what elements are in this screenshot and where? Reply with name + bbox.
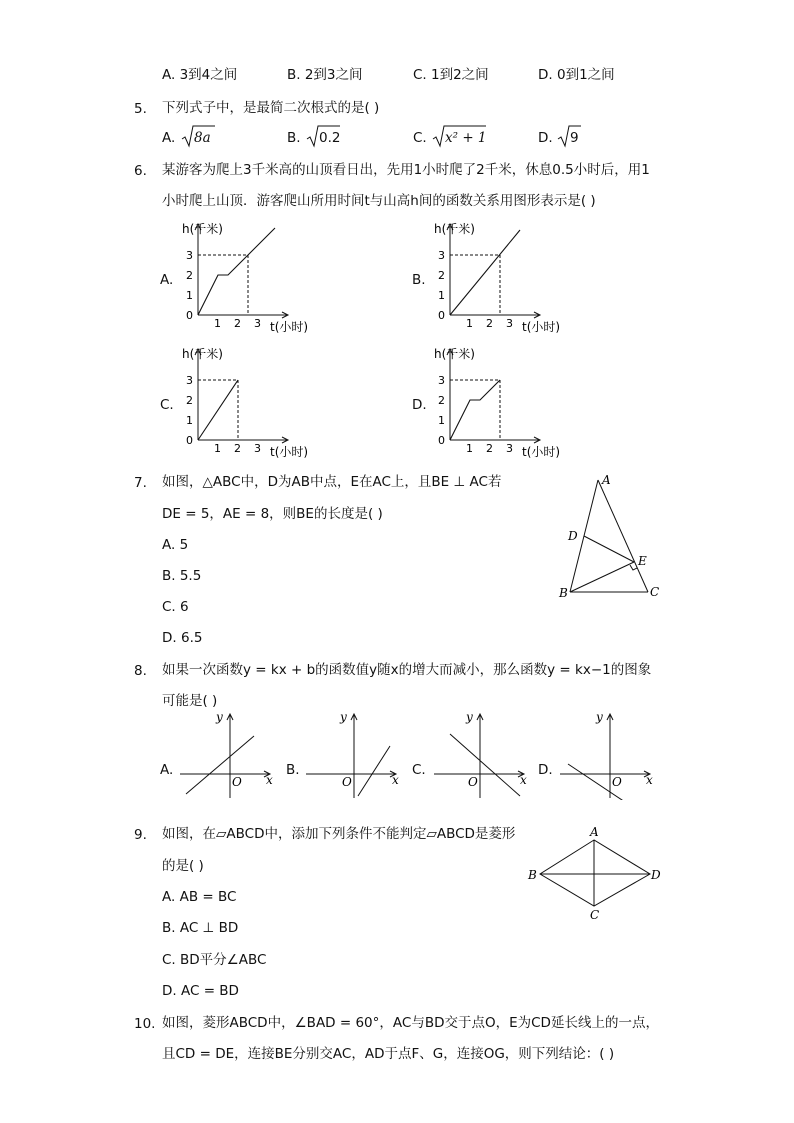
q8-graph-d [556,708,661,800]
x-tick: 1 [214,442,221,455]
q6-label-c: C. [160,397,174,413]
x-axis-label: x [520,773,527,787]
q5-stem: 下列式子中，是最简二次根式的是( ) [162,100,380,116]
q4-option-c: C. 1到2之间 [413,67,489,83]
q6-graph-c [178,345,348,465]
x-tick: 3 [254,317,261,330]
y-axis-label: h(千米) [434,347,475,361]
q5-option-d-radicand: 9 [570,130,579,146]
x-axis-label: x [646,773,653,787]
x-tick: 3 [506,442,513,455]
q6-graph-d [430,345,600,465]
q8-graph-b [302,708,407,800]
y-tick: 1 [186,289,193,302]
y-tick: 0 [438,434,445,447]
q8-label-c: C. [412,762,426,778]
q9-number: 9. [134,827,147,843]
origin-label: O [232,775,242,789]
q6-number: 6. [134,163,147,179]
x-axis-label: t(小时) [270,445,309,459]
q8-label-d: D. [538,762,553,778]
q9-rhombus-figure [524,822,668,922]
origin-label: O [468,775,478,789]
y-tick: 3 [186,374,193,387]
q9-option-d: D. AC = BD [162,983,239,999]
q7-number: 7. [134,475,147,491]
q8-graph-c [430,708,535,800]
x-axis-label: t(小时) [522,445,561,459]
q8-number: 8. [134,663,147,679]
q9-stem-line2: 的是( ) [162,858,204,874]
q7-stem-line2: DE = 5，AE = 8，则BE的长度是( ) [162,506,383,522]
y-tick: 1 [438,414,445,427]
q7-triangle-figure [550,468,670,608]
q8-stem-line2: 可能是( ) [162,693,218,709]
q6-label-b: B. [412,272,426,288]
point-label-b: B [528,868,537,882]
y-axis-label: h(千米) [434,222,475,236]
y-tick: 2 [438,394,445,407]
x-tick: 3 [506,317,513,330]
x-tick: 2 [486,442,493,455]
y-tick: 2 [186,394,193,407]
q6-label-a: A. [160,272,174,288]
q4-option-a: A. 3到4之间 [162,67,238,83]
graph-line [198,380,238,440]
x-tick: 1 [466,317,473,330]
graph-line [358,746,390,796]
q10-stem-line1: 如图，菱形ABCD中，∠BAD = 60°，AC与BD交于点O，E为CD延长线上的一点， [162,1015,659,1031]
q8-graph-a [176,708,281,800]
y-tick: 0 [186,309,193,322]
origin-label: O [612,775,622,789]
y-tick: 1 [186,414,193,427]
q6-stem-line1: 某游客为爬上3千米高的山顶看日出，先用1小时爬了2千米，休息0.5小时后，用1 [162,162,650,178]
x-tick: 1 [214,317,221,330]
x-tick: 1 [466,442,473,455]
y-axis-label: h(千米) [182,222,223,236]
q7-option-c: C. 6 [162,599,189,615]
q4-option-d: D. 0到1之间 [538,67,615,83]
x-tick: 3 [254,442,261,455]
point-label-e: E [638,554,647,568]
y-tick: 0 [186,434,193,447]
graph-line [450,734,520,796]
q6-label-d: D. [412,397,427,413]
x-axis-label: x [392,773,399,787]
y-tick: 2 [186,269,193,282]
q5-option-c-radicand: x² + 1 [445,130,487,146]
q9-option-a: A. AB = BC [162,889,237,905]
origin-label: O [342,775,352,789]
q4-option-b: B. 2到3之间 [287,67,363,83]
point-label-c: C [590,908,600,922]
q7-option-a: A. 5 [162,537,189,553]
graph-line [186,736,254,794]
x-tick: 2 [486,317,493,330]
q9-option-b: B. AC ⊥ BD [162,920,239,936]
x-axis-label: t(小时) [522,320,561,334]
x-axis-label: x [266,773,273,787]
q8-label-a: A. [160,762,174,778]
q7-option-d: D. 6.5 [162,630,203,646]
y-tick: 2 [438,269,445,282]
q10-stem-line2: 且CD = DE，连接BE分别交AC，AD于点F、G，连接OG，则下列结论：( ) [162,1046,615,1062]
q10-number: 10. [134,1016,156,1032]
x-axis-label: t(小时) [270,320,309,334]
q5-option-d-label: D. [538,130,553,146]
x-tick: 2 [234,442,241,455]
q6-stem-line2: 小时爬上山顶．游客爬山所用时间t与山高h间的函数关系用图形表示是( ) [162,193,596,209]
q7-option-b: B. 5.5 [162,568,202,584]
y-axis-label: y [596,710,603,724]
q5-option-b-radicand: 0.2 [319,130,341,146]
q5-option-b-label: B. [287,130,301,146]
y-tick: 1 [438,289,445,302]
q5-option-a-label: A. [162,130,176,146]
point-label-d: D [651,868,661,882]
q5-option-c-label: C. [413,130,427,146]
q9-stem-line1: 如图，在▱ABCD中，添加下列条件不能判定▱ABCD是菱形 [162,826,516,842]
point-label-c: C [650,585,660,599]
point-label-a: A [590,825,599,839]
graph-line [450,380,500,440]
y-axis-label: y [216,710,223,724]
y-axis-label: y [466,710,473,724]
x-tick: 2 [234,317,241,330]
q7-stem-line1: 如图，△ABC中，D为AB中点，E在AC上，且BE ⊥ AC若 [162,474,502,490]
q8-stem-line1: 如果一次函数y = kx + b的函数值y随x的增大而减小，那么函数y = kx−1的图象 [162,662,652,678]
graph-line [198,228,275,315]
q9-option-c: C. BD平分∠ABC [162,952,267,968]
y-tick: 3 [438,249,445,262]
q5-option-a-radicand: 8a [194,130,211,146]
q8-label-b: B. [286,762,300,778]
y-tick: 0 [438,309,445,322]
point-label-a: A [602,473,611,487]
graph-line [450,230,520,315]
y-axis-label: h(千米) [182,347,223,361]
q6-graph-a [178,220,348,340]
point-label-b: B [559,586,568,600]
y-tick: 3 [186,249,193,262]
q5-number: 5. [134,101,147,117]
q6-graph-b [430,220,600,340]
y-tick: 3 [438,374,445,387]
y-axis-label: y [340,710,347,724]
point-label-d: D [568,529,578,543]
